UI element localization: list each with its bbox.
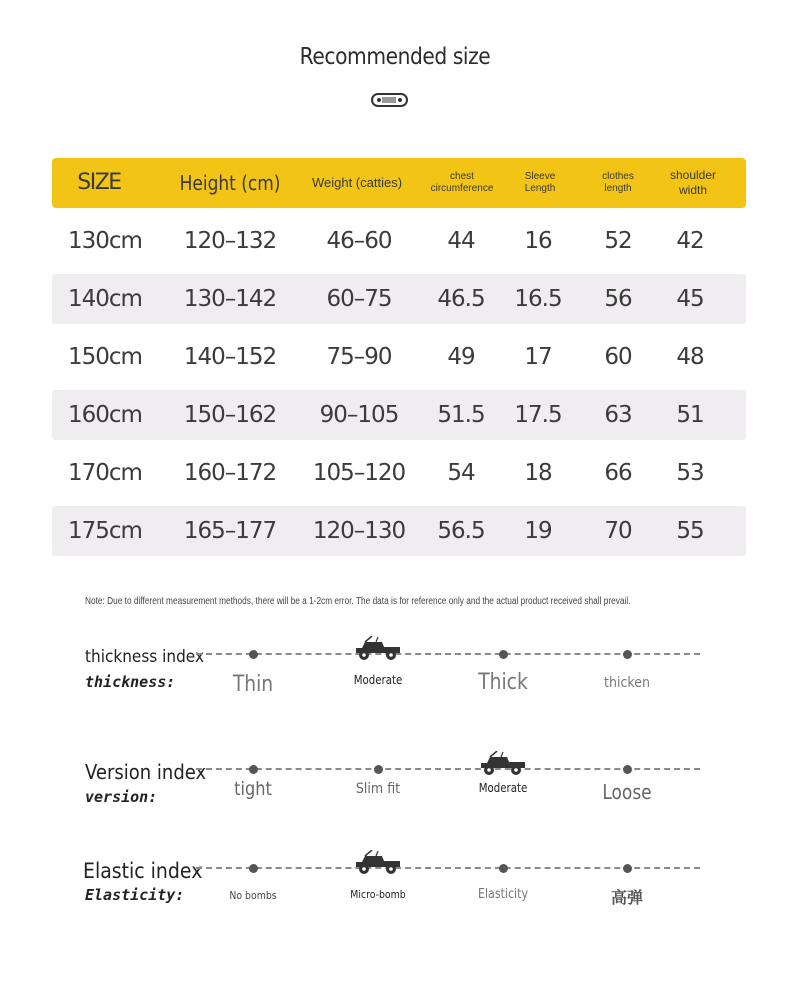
- cell-chest: 56.5: [437, 518, 485, 544]
- cell-weight: 75–90: [326, 344, 392, 370]
- cell-size: 130cm: [68, 228, 142, 254]
- index-option: Moderate: [478, 781, 528, 795]
- cell-weight: 60–75: [326, 286, 392, 312]
- cell-clothes-length: 66: [604, 460, 632, 486]
- cell-clothes-length: 60: [604, 344, 632, 370]
- header-shoulder: shoulder width: [669, 168, 717, 197]
- cell-height: 120–132: [183, 228, 277, 254]
- cell-shoulder: 48: [676, 344, 704, 370]
- size-table: [52, 158, 746, 556]
- cell-clothes-length: 63: [604, 402, 632, 428]
- header-size: SIZE: [77, 170, 121, 196]
- cell-clothes-length: 70: [604, 518, 632, 544]
- cell-chest: 49: [447, 344, 475, 370]
- cell-size: 150cm: [68, 344, 142, 370]
- index-dot: [623, 650, 632, 659]
- cell-size: 175cm: [68, 518, 142, 544]
- cell-sleeve: 17: [524, 344, 552, 370]
- cell-shoulder: 42: [676, 228, 704, 254]
- cell-height: 140–152: [183, 344, 277, 370]
- table-row: [52, 216, 746, 266]
- index-label: Version index: [85, 760, 207, 784]
- cell-height: 150–162: [183, 402, 277, 428]
- cell-shoulder: 51: [676, 402, 704, 428]
- cell-chest: 46.5: [437, 286, 485, 312]
- header-weight: Weight (catties): [311, 174, 403, 190]
- index-label: Elastic index: [83, 859, 203, 883]
- jeep-marker-icon: [354, 850, 402, 876]
- index-code-label: version:: [85, 788, 158, 806]
- cell-shoulder: 53: [676, 460, 704, 486]
- index-option: thicken: [604, 675, 650, 691]
- jeep-marker-icon: [479, 751, 527, 777]
- cell-size: 140cm: [68, 286, 142, 312]
- index-dot: [249, 650, 258, 659]
- cell-height: 160–172: [183, 460, 277, 486]
- index-scale: [0, 738, 790, 818]
- index-code-label: Elasticity:: [85, 886, 185, 904]
- index-dot: [249, 864, 258, 873]
- cell-weight: 90–105: [319, 402, 399, 428]
- cell-clothes-length: 52: [604, 228, 632, 254]
- index-option: No bombs: [229, 889, 277, 902]
- index-scale: [0, 630, 790, 710]
- grille-logo-icon: [371, 92, 408, 108]
- table-row: [52, 506, 746, 556]
- cell-chest: 51.5: [437, 402, 485, 428]
- index-option: Elasticity: [477, 887, 529, 902]
- index-option: Loose: [602, 780, 652, 804]
- index-dot: [374, 765, 383, 774]
- cell-chest: 44: [447, 228, 475, 254]
- cell-sleeve: 16: [524, 228, 552, 254]
- cell-sleeve: 18: [524, 460, 552, 486]
- table-row: [52, 448, 746, 498]
- index-dot: [623, 864, 632, 873]
- cell-shoulder: 55: [676, 518, 704, 544]
- header-sleeve: Sleeve Length: [524, 170, 556, 194]
- size-table-header: [52, 158, 746, 208]
- index-option: Moderate: [353, 673, 403, 687]
- index-code-label: thickness:: [85, 673, 176, 691]
- header-chest: chest circumference: [430, 170, 494, 194]
- cell-weight: 46–60: [326, 228, 392, 254]
- cell-weight: 120–130: [312, 518, 406, 544]
- cell-size: 170cm: [68, 460, 142, 486]
- index-option: Thick: [478, 670, 528, 695]
- index-dot: [249, 765, 258, 774]
- index-dot: [499, 650, 508, 659]
- cell-size: 160cm: [68, 402, 142, 428]
- measurement-note: Note: Due to different measurement methods, there will be a 1-2cm error. The data is for reference only and the actual product received shall prevail.: [85, 596, 631, 607]
- cell-shoulder: 45: [676, 286, 704, 312]
- cell-weight: 105–120: [312, 460, 406, 486]
- cell-sleeve: 16.5: [514, 286, 562, 312]
- index-scale: [0, 844, 790, 924]
- index-option: Micro-bomb: [350, 888, 406, 901]
- index-dot: [623, 765, 632, 774]
- cell-chest: 54: [447, 460, 475, 486]
- cell-height: 130–142: [183, 286, 277, 312]
- index-option: Slim fit: [355, 781, 401, 797]
- index-option: tight: [234, 778, 272, 800]
- index-dot: [499, 864, 508, 873]
- table-row: [52, 390, 746, 440]
- index-option: Thin: [232, 672, 274, 697]
- cell-clothes-length: 56: [604, 286, 632, 312]
- table-row: [52, 332, 746, 382]
- jeep-marker-icon: [354, 636, 402, 662]
- page-title: Recommended size: [299, 44, 491, 70]
- table-row: [52, 274, 746, 324]
- index-option: 高弹: [610, 888, 644, 907]
- header-clothes-length: clothes length: [602, 170, 634, 194]
- cell-height: 165–177: [183, 518, 277, 544]
- cell-sleeve: 17.5: [514, 402, 562, 428]
- header-height: Height (cm): [179, 170, 281, 195]
- cell-sleeve: 19: [524, 518, 552, 544]
- index-label: thickness index: [85, 647, 204, 667]
